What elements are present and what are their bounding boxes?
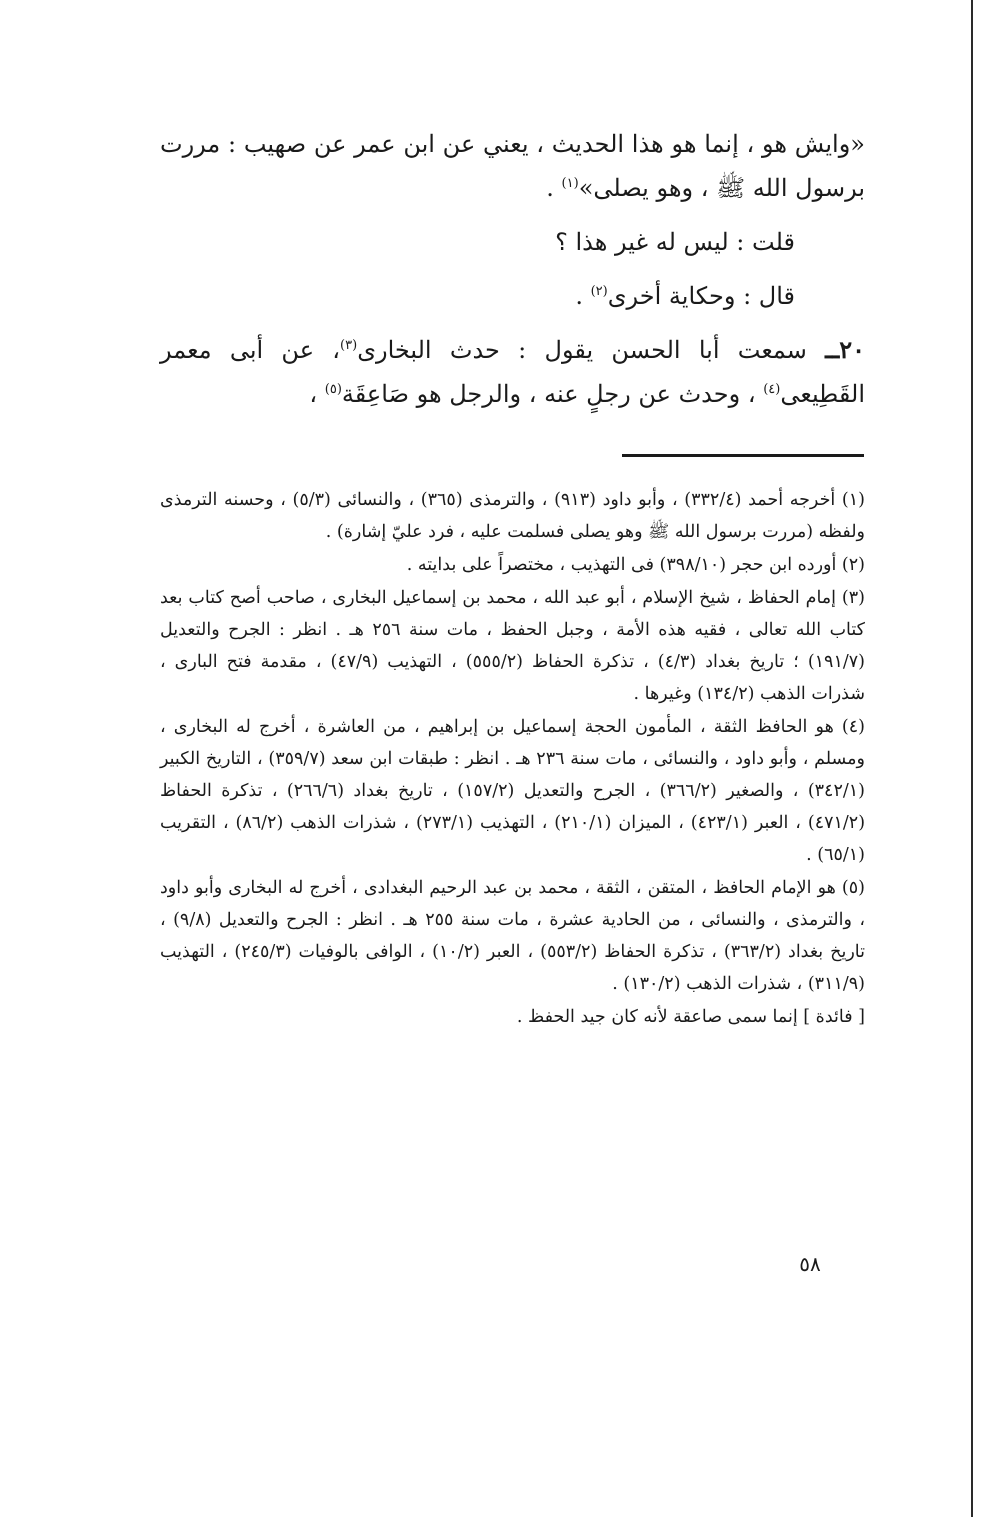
main-text-block (160, 122, 865, 416)
footnote-ref-4[interactable]: (٤) (763, 382, 781, 397)
footnote-2: (٢) أورده ابن حجر (٣٩٨/١٠) فى التهذيب ، مختصراً على بدايته . (406, 555, 865, 575)
footnote-4: (٤) هو الحافظ الثقة ، المأمون الحجة إسماعيل بن إبراهيم ، من العاشرة ، أخرج له البخارى ، ومسلم ، وأبو داود ، والنسائى ، مات سنة ٢٣٦ هـ . انظر : طبقات ابن سعد (٣٥٩/٧) ، التاريخ الكبير (٣٤٢/١) ، والصغير (٣٦٦/٢) ، الجرح والتعديل (١٥٧/٢) ، تاريخ بغداد (٢٦٦/٦) ، تذكرة الحفاظ (٤٧١/٢) ، العبر (٤٢٣/١) ، الميزان (٢١٠/١) ، التهذيب (٢٧٣/١) ، شذرات الذهب (٨٦/٢) ، التقريب (٦٥/١) . (160, 717, 866, 865)
footnote-ref-3[interactable]: (٣) (340, 338, 358, 353)
main-paragraph-2: قلت : ليس له غير هذا ؟ (555, 228, 795, 256)
footnote-5: (٥) هو الإمام الحافظ ، المتقن ، الثقة ، محمد بن عبد الرحيم البغدادى ، أخرج له البخارى وأبو داود ، والترمذى ، والنسائى ، من الحادية عشرة ، مات سنة ٢٥٥ هـ . انظر : الجرح والتعديل (٩/٨) ، تاريخ بغداد (٣٦٣/٢) ، تذكرة الحفاظ (٥٥٣/٢) ، العبر (١٠/٢) ، الوافى بالوفيات (٢٤٥/٣) ، التهذيب (٣١١/٩) ، شذرات الذهب (١٣٠/٢) . (160, 878, 865, 994)
footnotes-block (160, 484, 865, 1034)
footnote-1: (١) أخرجه أحمد (٣٣٢/٤) ، وأبو داود (٩١٣) ، والترمذى (٣٦٥) ، والنسائى (٥/٣) ، وحسنه الترمذى ولفظه (مررت برسول الله ﷺ وهو يصلى فسلمت عليه ، فرد عليّ إشارة) . (160, 490, 865, 542)
main-paragraph-3: قال : وحكاية أخرى$^{(٢)}$ . (575, 282, 795, 310)
footnote-ref-1[interactable]: (١) (561, 176, 579, 191)
main-paragraph-20: ٢٠ــ سمعت أبا الحسن يقول : حدث البخارى$^{(٣)}$، عن أبى معمر القَطِيعى$^{(٤)}$ ، وحدث عن رجلٍ عنه ، والرجل هو صَاعِقَة$^{(٥)}$ ، (160, 335, 866, 408)
main-paragraph-1: «وايش هو ، إنما هو هذا الحديث ، يعني عن ابن عمر عن صهيب : مررت برسول الله ﷺ ، وهو يصلى»$^{(١)}$ . (160, 130, 865, 202)
footnote-benefit: [ فائدة ] إنما سمى صاعقة لأنه كان جيد الحفظ . (516, 1007, 865, 1027)
footnote-ref-2[interactable]: (٢) (590, 284, 608, 299)
footnote-separator (622, 454, 864, 457)
paragraph-number: ٢٠ــ (825, 335, 866, 364)
footnote-ref-5[interactable]: (٥) (324, 382, 342, 397)
scan-edge-line (971, 0, 973, 1517)
page-number: ٥٨ (799, 1252, 821, 1276)
footnote-3: (٣) إمام الحفاظ ، شيخ الإسلام ، أبو عبد الله ، محمد بن إسماعيل البخارى ، صاحب أصح كتاب بعد كتاب الله تعالى ، فقيه هذه الأمة ، وجبل الحفظ ، مات سنة ٢٥٦ هـ . انظر : الجرح والتعديل (١٩١/٧) ؛ تاريخ بغداد (٤/٣) ، تذكرة الحفاظ (٥٥٥/٢) ، التهذيب (٤٧/٩) ، مقدمة فتح البارى ، شذرات الذهب (١٣٤/٢) وغيرها . (160, 588, 865, 704)
